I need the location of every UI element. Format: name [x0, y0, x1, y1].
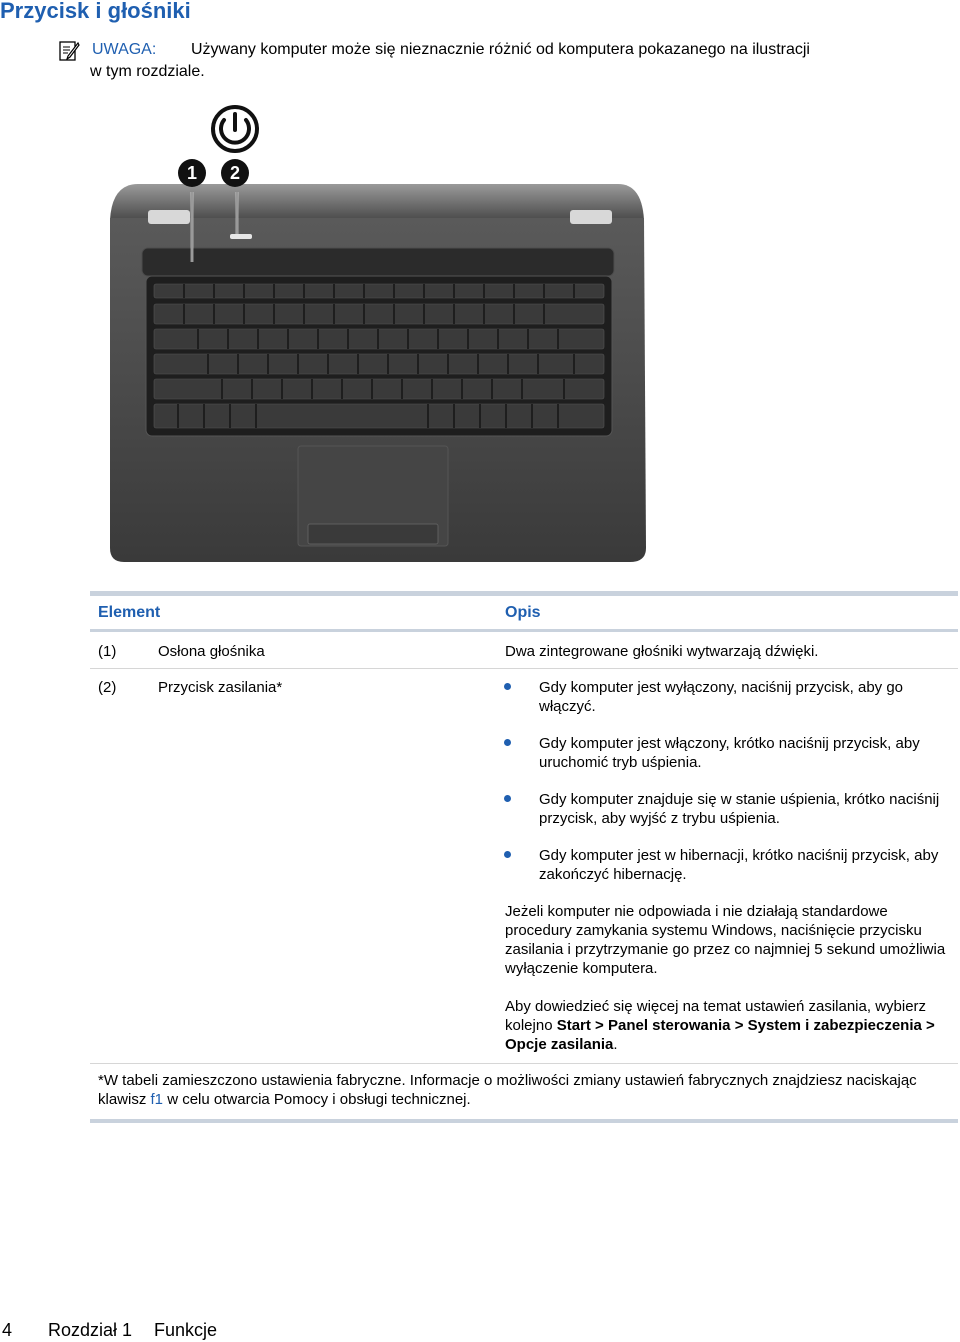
paragraph-line: zasilania i przytrzymanie go przez co najmniej 5 sekund umożliwia: [505, 941, 946, 958]
bullet-icon: [504, 851, 511, 858]
menu-path-text: Opcje zasilania: [505, 1036, 614, 1053]
table-header-element: Element: [98, 604, 161, 621]
power-icon: [213, 107, 257, 151]
bullet-text: Gdy komputer jest w hibernacji, krótko naciśnij przycisk, aby: [539, 847, 939, 864]
footnote-rule: [90, 1063, 958, 1064]
note-text-continued: w tym rozdziale.: [90, 63, 205, 80]
power-hold-paragraph: [505, 902, 955, 978]
menu-path-text: Start > Panel sterowania > System i zabezpieczenia >: [556, 1017, 935, 1034]
paragraph-text: kolejno: [505, 1017, 557, 1034]
bullet-icon: [504, 683, 511, 690]
paragraph-line: procedury zamykania systemu Windows, naciśnięcie przycisku: [505, 922, 922, 939]
table-top-rule: [90, 591, 958, 596]
note-pencil-icon: [58, 40, 80, 62]
paragraph-line: Jeżeli komputer nie odpowiada i nie działają standardowe: [505, 903, 888, 920]
row-2-number: (2): [98, 679, 117, 696]
paragraph-line: wyłączenie komputera.: [505, 960, 658, 977]
bullet-text: przycisk, aby wyjść z trybu uśpienia.: [539, 810, 780, 827]
paragraph-text: .: [613, 1036, 618, 1053]
row-rule: [90, 668, 958, 669]
table-bottom-rule: [90, 1119, 958, 1123]
bullet-icon: [504, 795, 511, 802]
footnote-text: klawisz: [98, 1091, 151, 1108]
table-header-rule: [90, 629, 958, 632]
page-number: 4: [2, 1320, 13, 1340]
note-label: UWAGA:: [92, 41, 157, 58]
bullet-text: włączyć.: [539, 698, 596, 715]
row-1-number: (1): [98, 643, 117, 660]
laptop-illustration: [98, 100, 658, 570]
bullet-text: zakończyć hibernację.: [539, 866, 687, 883]
footer-chapter: Rozdział 1: [48, 1320, 133, 1340]
note-text: Używany komputer może się nieznacznie różnić od komputera pokazanego na ilustracji: [191, 41, 810, 58]
footer-section: Funkcje: [154, 1320, 218, 1340]
paragraph-line: Aby dowiedzieć się więcej na temat ustawień zasilania, wybierz: [505, 998, 927, 1015]
row-2-element: Przycisk zasilania*: [158, 679, 283, 696]
footnote-text: w celu otwarcia Pomocy i obsługi technicznej.: [163, 1091, 471, 1108]
bullet-text: Gdy komputer znajduje się w stanie uśpienia, krótko naciśnij: [539, 791, 940, 808]
row-1-element: Osłona głośnika: [158, 643, 265, 660]
bullet-text: uruchomić tryb uśpienia.: [539, 754, 702, 771]
table-header-description: Opis: [505, 604, 541, 621]
callout-1: 1: [186, 163, 198, 183]
bullet-text: Gdy komputer jest włączony, krótko naciśnij przycisk, aby: [539, 735, 920, 752]
bullet-text: Gdy komputer jest wyłączony, naciśnij przycisk, aby go: [539, 679, 904, 696]
callout-2: 2: [229, 163, 241, 183]
bullet-icon: [504, 739, 511, 746]
page-title: Przycisk i głośniki: [0, 0, 191, 23]
table-footnote: [98, 1071, 948, 1109]
row-1-description: Dwa zintegrowane głośniki wytwarzają dźwięki.: [505, 643, 819, 660]
key-name: f1: [150, 1091, 164, 1108]
power-settings-paragraph: [505, 997, 955, 1054]
footnote-line: *W tabeli zamieszczono ustawienia fabryczne. Informacje o możliwości zmiany ustawień fabrycznych znajdziesz naciskając: [98, 1072, 917, 1089]
